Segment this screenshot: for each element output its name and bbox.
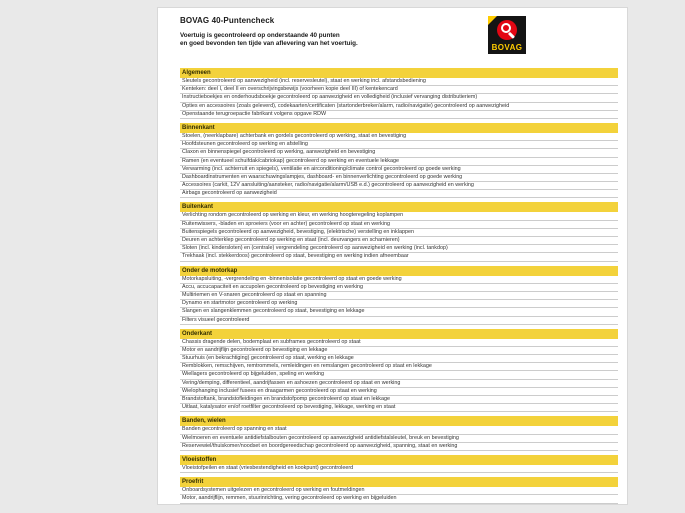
checklist-item: Sleutels gecontroleerd op aanwezigheid (incl. reservesleutel), staat en werking incl. afstandsbediening [180,78,618,86]
section-rows [180,339,618,413]
checklist-item: Motor, aandrijflijn, remmen, stuurinrichting, vering gecontroleerd op werking en bijgeluiden [180,495,618,503]
section-header: Onderkant [180,329,618,339]
checklist-item: Dashboardinstrumenten en waarschuwingslampjes, dashboard- en binnenverlichting gecontroleerd op goede werking [180,174,618,182]
checklist-section [180,455,618,473]
checklist-item: Airbags gecontroleerd op aanwezigheid [180,190,618,198]
section-rows [180,487,618,503]
checklist-item: Motor en aandrijflijn gecontroleerd op bevestiging en lekkage [180,347,618,355]
checklist-item: Banden gecontroleerd op spanning en staat [180,426,618,434]
checklist-item: Openstaande terugroepactie fabrikant volgens opgave RDW [180,111,618,119]
section-header: Proefrit [180,477,618,487]
checklist-item: Multiriemen en V-snaren gecontroleerd op staat en spanning [180,292,618,300]
checklist-item: Wielophanging inclusief fusees en draagarmen gecontroleerd op staat en werking [180,388,618,396]
subtitle-line-2: en goed bevonden ten tijde van aflevering van het voertuig. [180,39,358,47]
section-header: Binnenkant [180,123,618,133]
document-page [157,7,628,505]
checklist-item: Wielmoeren en eventuele antidiefstalbouten gecontroleerd op aanwezigheid antidiefstalsleutel, breuk en bevestiging [180,435,618,443]
section-rows [180,426,618,451]
section-header: Onder de motorkap [180,266,618,276]
checklist-section [180,329,618,413]
section-header: Algemeen [180,68,618,78]
checklist-item: Uitlaat, katalysator en/of roetfilter gecontroleerd op bevestiging, lekkage, werking en staat [180,404,618,412]
checklist-item: Kenteken: deel I, deel II en overschrijvingsbewijs (voorheen kopie deel III) of kentekencard [180,86,618,94]
checklist-item: Stoelen, (neerklapbare) achterbank en gordels gecontroleerd op werking, staat en bevestiging [180,133,618,141]
checklist-item: Opties en accessoires (zoals geleverd), codekaarten/certificaten (startonderbreker/alarm, radio/navigatie) gecontroleerd op aanwezigheid [180,103,618,111]
section-header: Banden, wielen [180,416,618,426]
checklist-item: Stuurhuis (en bekrachtiging) gecontroleerd op staat, werking en lekkage [180,355,618,363]
checklist-item: Verwarming (incl. achterruit en spiegels), ventilatie en airconditioning/climate control gecontroleerd op goede werking [180,166,618,174]
section-rows [180,133,618,199]
checklist-item: Vloeistofpeilen en staat (vriesbestendigheid en kookpunt) gecontroleerd [180,465,618,473]
magnifier-handle [508,32,515,39]
section-rows [180,465,618,473]
checklist-item: Reservewiel/thuiskomer/noodset en boordgereedschap gecontroleerd op aanwezigheid, spanning, staat en werking [180,443,618,451]
logo-wordmark: BOVAG [491,43,523,52]
checklist-item: Slangen en slangenklemmen gecontroleerd op staat, bevestiging en lekkage [180,308,618,316]
magnifier-icon [497,20,517,40]
checklist-item: Brandstoftank, brandstofleidingen en brandstofpomp gecontroleerd op staat en lekkage [180,396,618,404]
checklist-item: Hoofdsteunen gecontroleerd op werking en afstelling [180,141,618,149]
checklist-sections [180,68,618,504]
checklist-item: Instructieboekjes en onderhoudsboekje gecontroleerd op aanwezigheid en volledigheid (inclusief vervanging distributieriem) [180,94,618,102]
checklist-section [180,202,618,261]
checklist-item: Motorkapsluiting, -vergrendeling en -binnenisolatie gecontroleerd op staat en goede werking [180,276,618,284]
logo-corner-triangle [488,16,497,25]
bovag-logo [488,16,526,54]
checklist-item: Accessoires (carkit, 12V aansluiting/aansteker, radio/navigatie/alarm/USB e.d.) gecontroleerd op aanwezigheid en werking [180,182,618,190]
checklist-section [180,68,618,119]
checklist-item: Onboardsystemen uitgelezen en gecontroleerd op werking en foutmeldingen [180,487,618,495]
section-header: Vloeistoffen [180,455,618,465]
section-rows [180,78,618,119]
checklist-item: Trekhaak (incl. stekkerdoos) gecontroleerd op staat, bevestiging en werking indien afneembaar [180,253,618,261]
section-rows [180,212,618,261]
checklist-item: Ramen (en eventueel schuifdak/cabriokap) gecontroleerd op werking en eventuele lekkage [180,158,618,166]
checklist-item: Ruitenwissers, -bladen en sproeiers (voor en achter) gecontroleerd op staat en werking [180,221,618,229]
subtitle-line-1: Voertuig is gecontroleerd op onderstaande 40 punten [180,32,340,39]
document-content [158,8,627,504]
checklist-section [180,477,618,503]
document-title: BOVAG 40-Puntencheck [180,16,275,25]
checklist-item: Wiellagers gecontroleerd op bijgeluiden, speling en werking [180,371,618,379]
checklist-item: Buitenspiegels gecontroleerd op aanwezigheid, bevestiging, (elektrische) verstelling en inklappen [180,229,618,237]
checklist-item: Vering/demping, differentieel, aandrijfassen en ashoezen gecontroleerd op staat en werking [180,380,618,388]
checklist-section [180,266,618,325]
checklist-item: Verlichting rondom gecontroleerd op werking en kleur, en werking hoogteregeling koplampen [180,212,618,220]
checklist-item: Accu, accucapaciteit en accupolen gecontroleerd op bevestiging en werking [180,284,618,292]
document-subtitle [180,32,618,47]
checklist-item: Remblokken, remschijven, remtrommels, remleidingen en remslangen gecontroleerd op staat en lekkage [180,363,618,371]
checklist-section [180,416,618,451]
document-header [180,16,618,68]
section-header: Buitenkant [180,202,618,212]
checklist-item: Claxon en binnenspiegel gecontroleerd op werking, aanwezigheid en bevestiging [180,149,618,157]
checklist-item: Dynamo en startmotor gecontroleerd op werking [180,300,618,308]
section-rows [180,276,618,325]
checklist-section [180,123,618,199]
checklist-item: Deuren en achterklep gecontroleerd op werking en staat (incl. deurvangers en scharnieren) [180,237,618,245]
checklist-item: Filters visueel gecontroleerd [180,317,618,325]
checklist-item: Sloten (incl. kindersloten) en (centrale) vergrendeling gecontroleerd op aanwezigheid en werking (incl. tankdop) [180,245,618,253]
checklist-item: Chassis dragende delen, bodemplaat en subframes gecontroleerd op staat [180,339,618,347]
